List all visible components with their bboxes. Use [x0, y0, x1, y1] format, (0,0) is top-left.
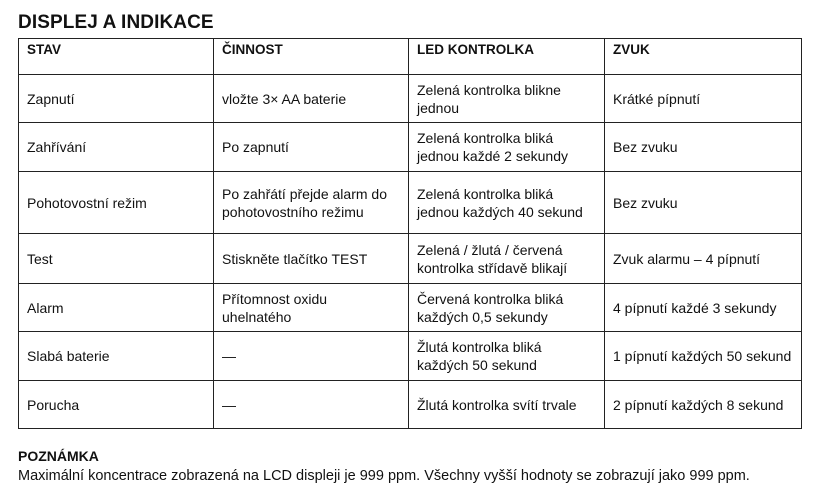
cell-stav: Alarm: [19, 284, 214, 332]
cell-cinnost: Po zahřátí přejde alarm do pohotovostního režimu: [214, 172, 409, 234]
cell-zvuk: Bez zvuku: [605, 123, 802, 172]
cell-stav: Test: [19, 234, 214, 284]
cell-led: Žlutá kontrolka bliká každých 50 sekund: [409, 332, 605, 381]
table-row: [19, 75, 802, 123]
cell-cinnost: —: [214, 332, 409, 381]
cell-cinnost: vložte 3× AA baterie: [214, 75, 409, 123]
cell-zvuk: 1 pípnutí každých 50 sekund: [605, 332, 802, 381]
cell-led: Žlutá kontrolka svítí trvale: [409, 381, 605, 429]
column-header-zvuk: ZVUK: [605, 39, 802, 75]
table-row: [19, 284, 802, 332]
table-row: [19, 234, 802, 284]
cell-zvuk: Krátké pípnutí: [605, 75, 802, 123]
cell-led: Zelená / žlutá / červená kontrolka střídavě blikají: [409, 234, 605, 284]
column-header-cinnost: ČINNOST: [214, 39, 409, 75]
table-row: [19, 172, 802, 234]
cell-stav: Pohotovostní režim: [19, 172, 214, 234]
note-text: Maximální koncentrace zobrazená na LCD displeji je 999 ppm. Všechny vyšší hodnoty se zobrazují jako 999 ppm.: [18, 468, 750, 484]
cell-cinnost: Po zapnutí: [214, 123, 409, 172]
cell-led: Zelená kontrolka bliká jednou každých 40 sekund: [409, 172, 605, 234]
table-header-row: [19, 39, 802, 75]
cell-zvuk: 2 pípnutí každých 8 sekund: [605, 381, 802, 429]
cell-cinnost: Stiskněte tlačítko TEST: [214, 234, 409, 284]
column-header-led: LED KONTROLKA: [409, 39, 605, 75]
cell-stav: Slabá baterie: [19, 332, 214, 381]
cell-led: Zelená kontrolka blikne jednou: [409, 75, 605, 123]
table-row: [19, 332, 802, 381]
cell-cinnost: Přítomnost oxidu uhelnatého: [214, 284, 409, 332]
cell-cinnost: —: [214, 381, 409, 429]
table-row: [19, 123, 802, 172]
indicators-table: [18, 38, 802, 429]
cell-led: Zelená kontrolka bliká jednou každé 2 sekundy: [409, 123, 605, 172]
cell-led: Červená kontrolka bliká každých 0,5 sekundy: [409, 284, 605, 332]
cell-zvuk: 4 pípnutí každé 3 sekundy: [605, 284, 802, 332]
cell-stav: Zahřívání: [19, 123, 214, 172]
column-header-stav: STAV: [19, 39, 214, 75]
cell-stav: Porucha: [19, 381, 214, 429]
cell-zvuk: Bez zvuku: [605, 172, 802, 234]
cell-zvuk: Zvuk alarmu – 4 pípnutí: [605, 234, 802, 284]
table-row: [19, 381, 802, 429]
note-title: POZNÁMKA: [18, 448, 99, 464]
page-title: DISPLEJ A INDIKACE: [18, 12, 214, 33]
cell-stav: Zapnutí: [19, 75, 214, 123]
